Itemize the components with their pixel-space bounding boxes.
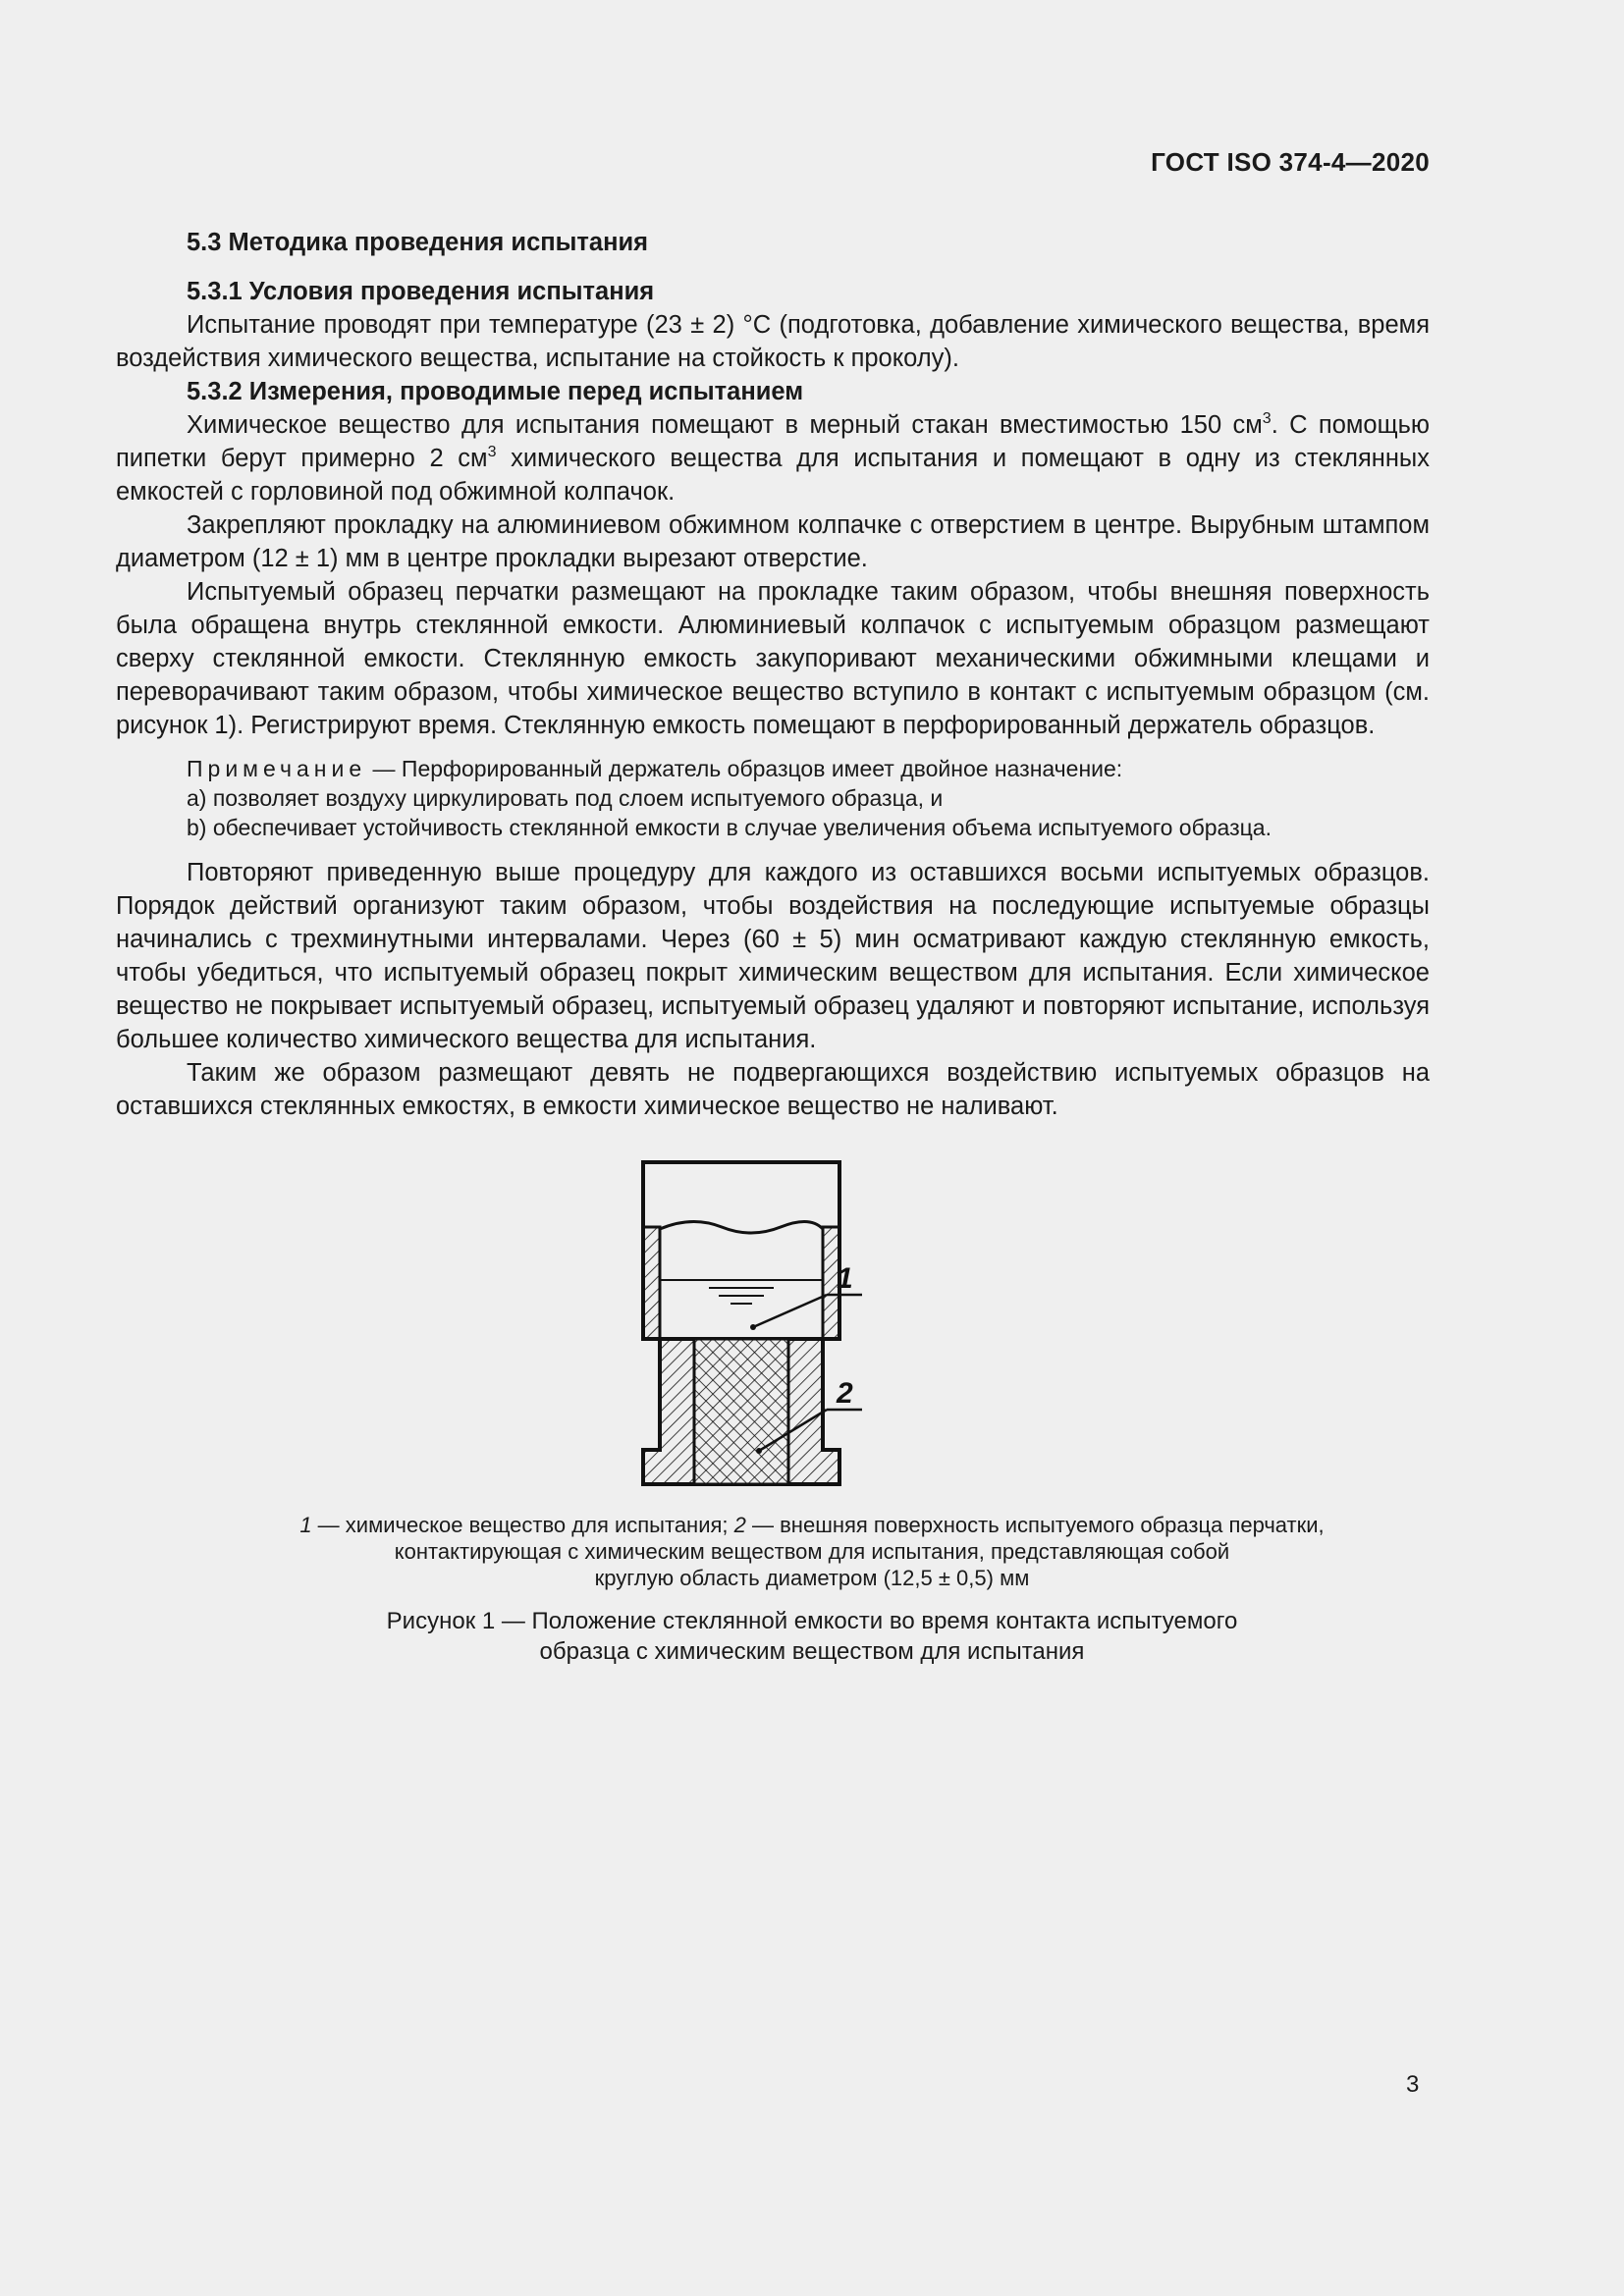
legend-line-1 bbox=[196, 1512, 1428, 1538]
figure-title-line-2: образца с химическим веществом для испытания bbox=[539, 1638, 1085, 1665]
paragraph-placement: Испытуемый образец перчатки размещают на прокладке таким образом, чтобы внешняя поверхность была обращена внутрь стеклянной емкости. Алюминиевый колпачок с испытуемым образцом размещают сверху стеклянной емкости. Стеклянную емкость закупоривают механическими обжимными клещами и переворачивают таким образом, чтобы химическое вещество вступило в контакт с испытуемым образцом (см. рисунок 1). Регистрируют время. Стеклянную емкость помещают в перфорированный держатель образцов. bbox=[116, 578, 1430, 739]
standard-code: ГОСТ ISO 374-4—2020 bbox=[1151, 147, 1430, 177]
left-wall bbox=[643, 1227, 660, 1339]
figure-title-line-1: Рисунок 1 — Положение стеклянной емкости во время контакта испытуемого bbox=[386, 1608, 1238, 1634]
text-run: Химическое вещество для испытания помещают в мерный стакан вместимостью 150 см bbox=[187, 411, 1263, 439]
leader-line-1 bbox=[753, 1295, 827, 1327]
legend-num: 2 bbox=[733, 1513, 746, 1537]
figure-legend bbox=[196, 1512, 1428, 1591]
note-label: Примечание bbox=[187, 756, 367, 781]
figure-label-1: 1 bbox=[837, 1262, 853, 1295]
note-item-b: b) обеспечивает устойчивость стеклянной емкости в случае увеличения объема испытуемого образца. bbox=[187, 815, 1272, 840]
figure-glass-container bbox=[609, 1150, 933, 1504]
legend-line-2: контактирующая с химическим веществом для испытания, представляющая собой bbox=[394, 1539, 1230, 1564]
legend-text: — химическое вещество для испытания; bbox=[311, 1513, 734, 1537]
legend-num: 1 bbox=[299, 1513, 312, 1537]
note bbox=[116, 754, 1430, 842]
text-run: химического вещества для испытания и помещают в одну из стеклянных емкостей с горловиной под обжимной колпачок. bbox=[116, 445, 1430, 506]
paragraph-conditions: Испытание проводят при температуре (23 ± 2) °С (подготовка, добавление химического вещества, время воздействия химического вещества, испытание на стойкость к проколу). bbox=[116, 311, 1430, 372]
section-heading-5-3-2: 5.3.2 Измерения, проводимые перед испытанием bbox=[187, 378, 804, 405]
sample-hatch bbox=[694, 1339, 788, 1484]
note-item-a: a) позволяет воздуху циркулировать под слоем испытуемого образца, и bbox=[187, 785, 944, 811]
section-heading-5-3-1: 5.3.1 Условия проведения испытания bbox=[187, 278, 655, 305]
body-text bbox=[116, 226, 1430, 1123]
paragraph-gasket: Закрепляют прокладку на алюминиевом обжимном колпачке с отверстием в центре. Вырубным штампом диаметром (12 ± 1) мм в центре прокладки вырезают отверстие. bbox=[116, 511, 1430, 572]
section-heading-5-3: 5.3 Методика проведения испытания bbox=[187, 229, 649, 256]
page-number: 3 bbox=[1406, 2071, 1420, 2098]
note-text: — Перфорированный держатель образцов имеет двойное назначение: bbox=[366, 756, 1123, 781]
paragraph-repeat: Повторяют приведенную выше процедуру для каждого из оставшихся восьми испытуемых образцов. Порядок действий организуют таким образом, чтобы воздействия на последующие испытуемые образцы начинались с трехминутными интервалами. Через (60 ± 5) мин осматривают каждую стеклянную емкость, чтобы убедиться, что испытуемый образец покрыт химическим веществом для испытания. Если химическое вещество не покрывает испытуемый образец, испытуемый образец удаляют и повторяют испытание, используя большее количество химического вещества для испытания. bbox=[116, 859, 1430, 1053]
paragraph-measurement bbox=[116, 408, 1430, 508]
legend-text: — внешняя поверхность испытуемого образца перчатки, bbox=[745, 1513, 1325, 1537]
liquid-surface bbox=[660, 1221, 823, 1233]
legend-line-3: круглую область диаметром (12,5 ± 0,5) мм bbox=[594, 1566, 1030, 1590]
superscript: 3 bbox=[1262, 410, 1272, 427]
text-run: . С помощью пипетки берут примерно 2 см bbox=[116, 411, 1430, 472]
container-outline bbox=[643, 1162, 839, 1339]
note-intro bbox=[187, 754, 1430, 783]
figure-title bbox=[196, 1606, 1428, 1667]
figure-label-2: 2 bbox=[837, 1377, 853, 1410]
superscript: 3 bbox=[487, 444, 497, 460]
paragraph-unexposed: Таким же образом размещают девять не подвергающихся воздействию испытуемых образцов на оставшихся стеклянных емкостях, в емкости химическое вещество не наливают. bbox=[116, 1059, 1430, 1120]
